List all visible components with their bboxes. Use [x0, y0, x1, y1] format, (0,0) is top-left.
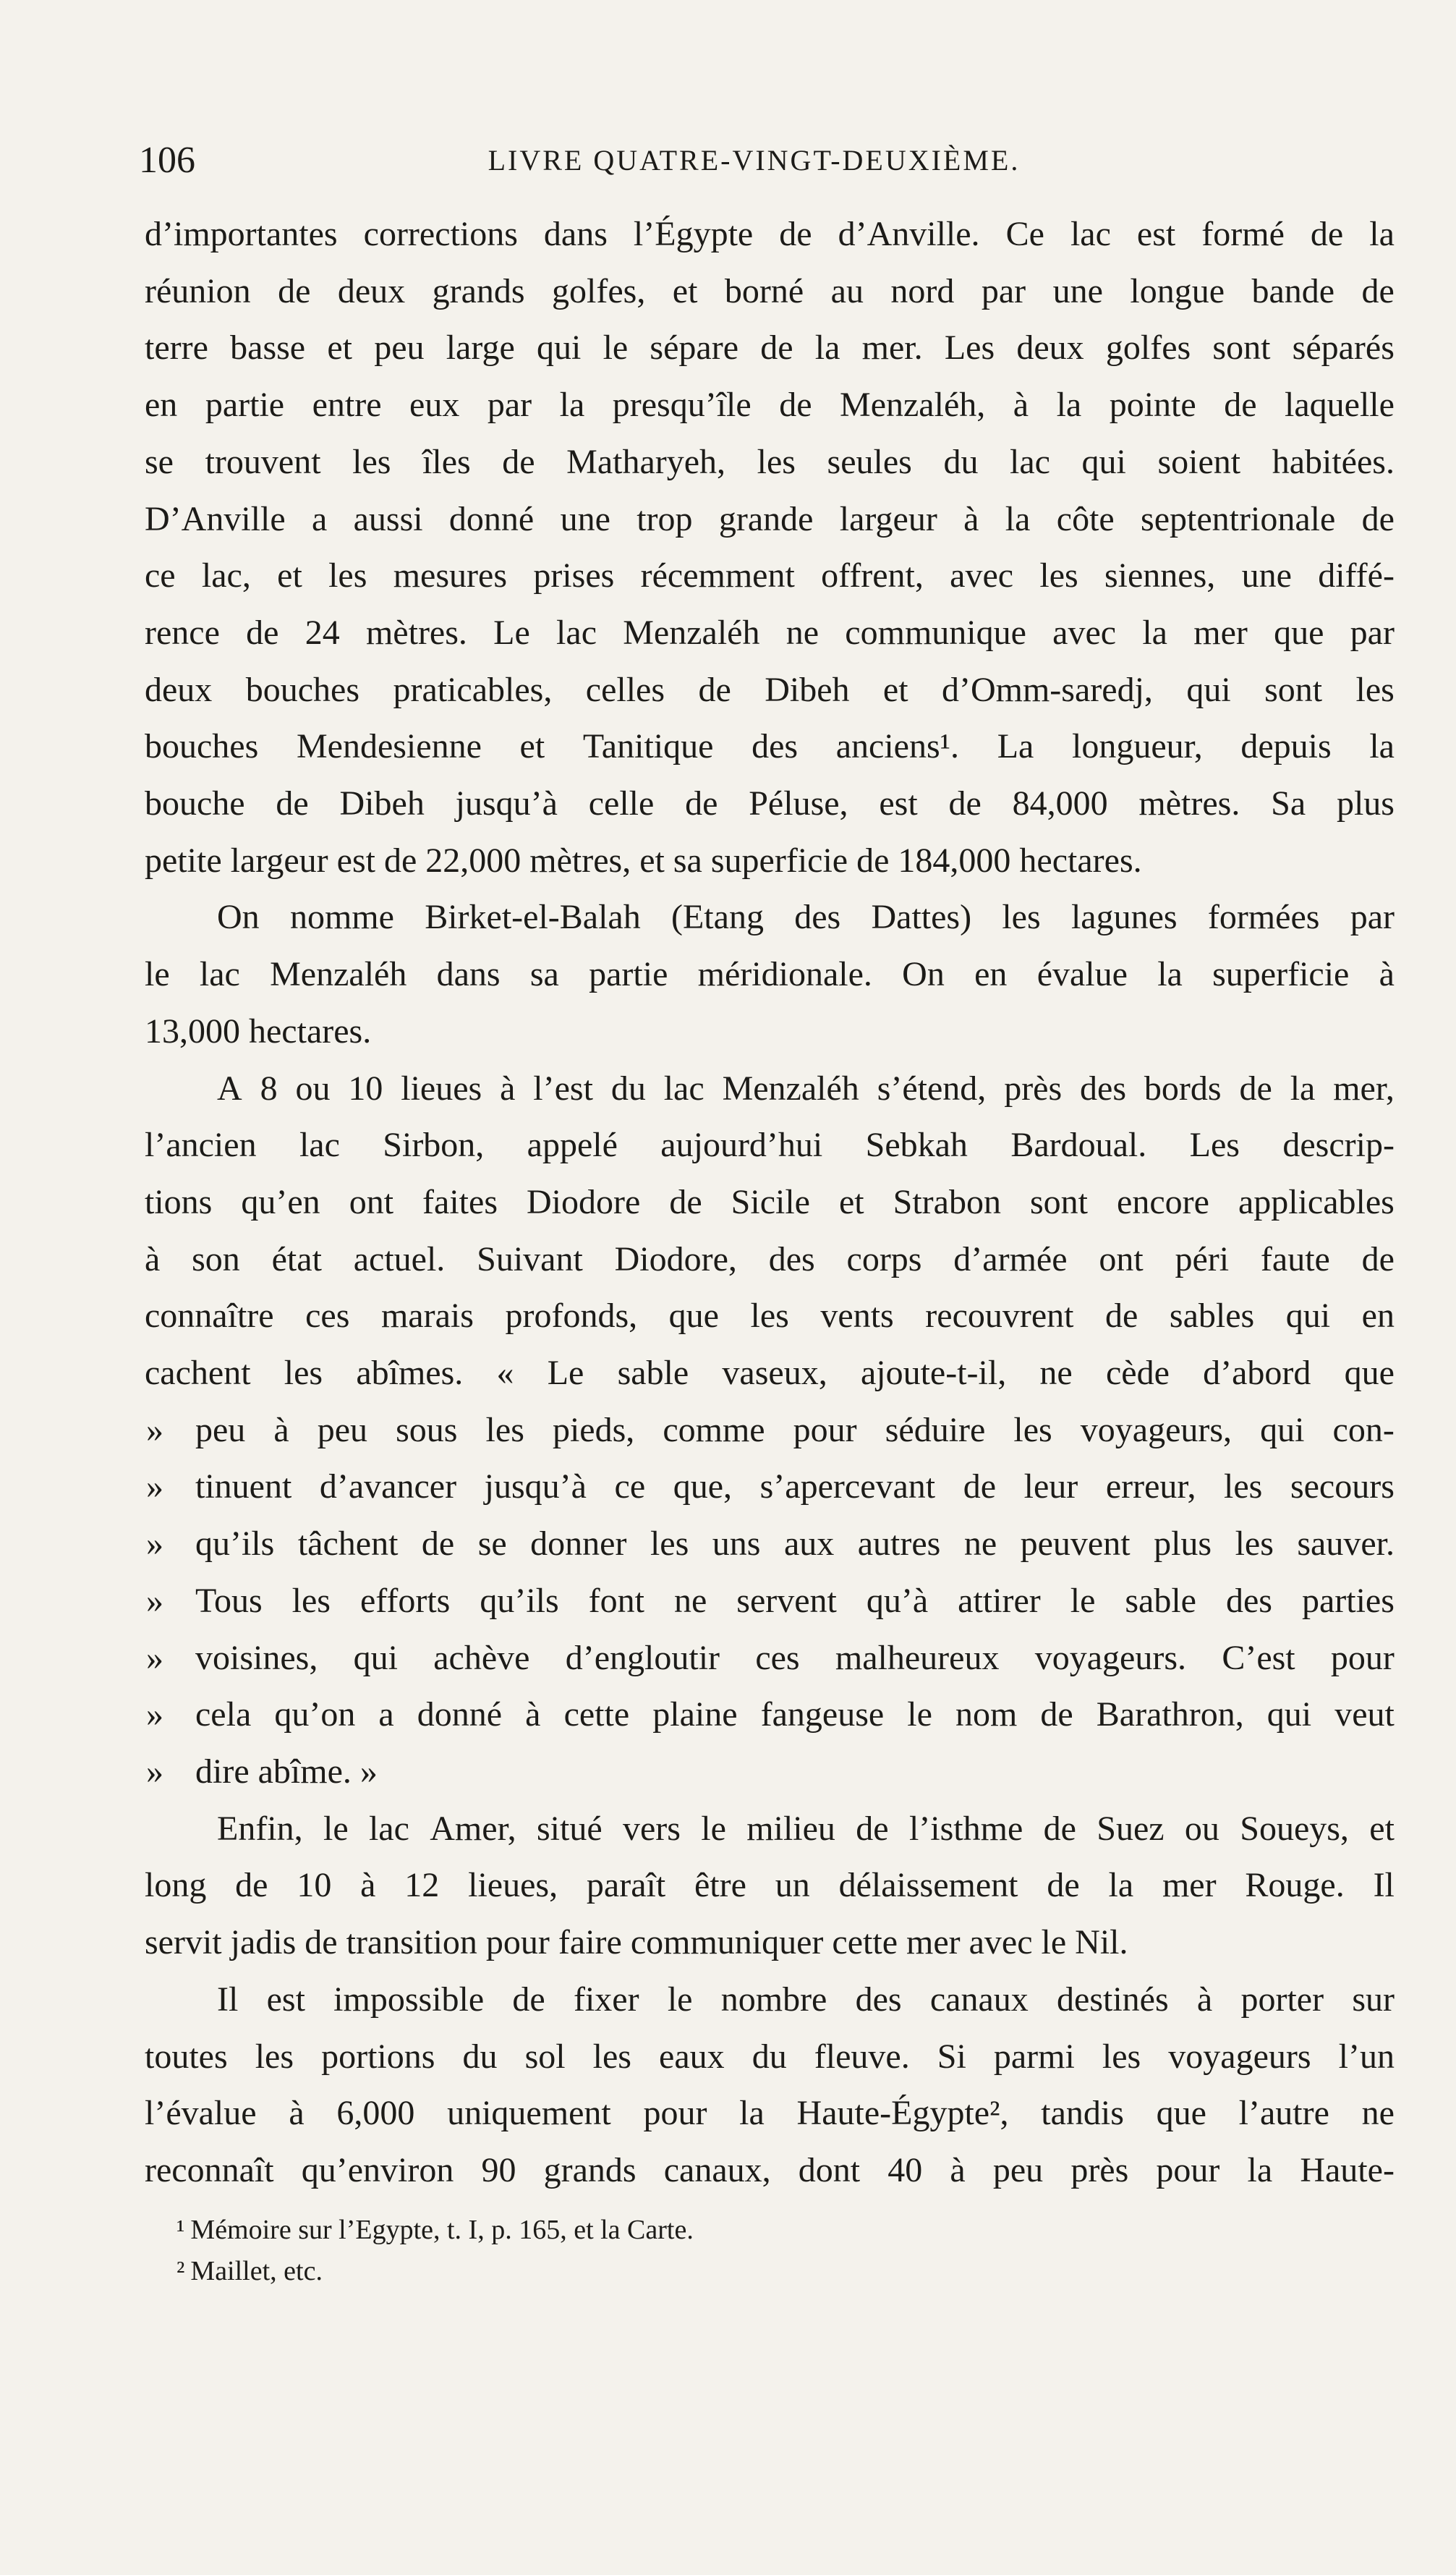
- line-text: rence de 24 mètres. Le lac Menzaléh ne communique avec la mer que par: [145, 613, 1395, 652]
- text-line: [145, 718, 1395, 776]
- text-line: [145, 1004, 1395, 1061]
- line-text: A 8 ou 10 lieues à l’est du lac Menzaléh s’étend, près des bords de la mer,: [217, 1069, 1395, 1108]
- text-line: [145, 889, 1395, 946]
- quote-mark: »: [146, 1524, 163, 1564]
- footnote-text: Mémoire sur l’Egypte, t. I, p. 165, et la Carte.: [190, 2215, 694, 2245]
- line-text: tinuent d’avancer jusqu’à ce que, s’apercevant de leur erreur, les secours: [195, 1467, 1395, 1506]
- text-line: [145, 1573, 1395, 1630]
- text-line: [145, 776, 1395, 833]
- text-line: [145, 320, 1395, 377]
- footnote-marker: ¹: [176, 2215, 185, 2245]
- line-text: 13,000 hectares.: [145, 1011, 372, 1051]
- text-line: [145, 946, 1395, 1004]
- text-line: [145, 1687, 1395, 1744]
- quote-mark: »: [146, 1467, 163, 1506]
- line-text: D’Anville a aussi donné une trop grande largeur à la côte septentrionale de: [145, 499, 1395, 538]
- line-text: long de 10 à 12 lieues, paraît être un délaissement de la mer Rouge. Il: [145, 1866, 1395, 1905]
- text-line: [145, 2029, 1395, 2086]
- text-line: [145, 1914, 1395, 1972]
- line-text: bouches Mendesienne et Tanitique des anciens¹. La longueur, depuis la: [145, 727, 1395, 766]
- text-line: [145, 434, 1395, 491]
- line-text: se trouvent les îles de Matharyeh, les seules du lac qui soient habitées.: [145, 442, 1395, 481]
- footnotes: [176, 2210, 1334, 2292]
- page-header: [139, 135, 1369, 187]
- line-text: bouche de Dibeh jusqu’à celle de Péluse, est de 84,000 mètres. Sa plus: [145, 784, 1395, 823]
- line-text: l’évalue à 6,000 uniquement pour la Haute-Égypte², tandis que l’autre ne: [145, 2094, 1395, 2133]
- text-line: [145, 1972, 1395, 2029]
- line-text: qu’ils tâchent de se donner les uns aux autres ne peuvent plus les sauver.: [195, 1524, 1395, 1564]
- text-line: [145, 548, 1395, 605]
- text-line: [145, 2142, 1395, 2199]
- text-line: [145, 1117, 1395, 1174]
- line-text: petite largeur est de 22,000 mètres, et sa superficie de 184,000 hectares.: [145, 841, 1142, 880]
- text-line: [145, 1459, 1395, 1516]
- line-text: Tous les efforts qu’ils font ne servent qu’à attirer le sable des parties: [195, 1581, 1395, 1620]
- quote-mark: »: [146, 1581, 163, 1620]
- line-text: On nomme Birket-el-Balah (Etang des Dattes) les lagunes formées par: [217, 898, 1395, 937]
- text-line: [145, 833, 1395, 890]
- line-text: tions qu’en ont faites Diodore de Sicile et Strabon sont encore applicables: [145, 1182, 1395, 1221]
- quote-mark: »: [146, 1695, 163, 1734]
- line-text: Il est impossible de fixer le nombre des canaux destinés à porter sur: [217, 1980, 1395, 2019]
- text-line: [145, 1801, 1395, 1858]
- text-line: [145, 377, 1395, 434]
- text-line: [145, 1857, 1395, 1914]
- text-line: [145, 1061, 1395, 1118]
- line-text: cachent les abîmes. « Le sable vaseux, ajoute-t-il, ne cède d’abord que: [145, 1354, 1395, 1393]
- line-text: réunion de deux grands golfes, et borné au nord par une longue bande de: [145, 271, 1395, 310]
- line-text: toutes les portions du sol les eaux du fleuve. Si parmi les voyageurs l’un: [145, 2037, 1395, 2076]
- body-text: [145, 206, 1395, 2199]
- line-text: dire abîme. »: [195, 1752, 378, 1791]
- quote-mark: »: [146, 1752, 163, 1791]
- page-number: 106: [139, 140, 195, 181]
- line-text: servit jadis de transition pour faire communiquer cette mer avec le Nil.: [145, 1923, 1128, 1962]
- line-text: en partie entre eux par la presqu’île de Menzaléh, à la pointe de laquelle: [145, 386, 1395, 425]
- text-line: [145, 605, 1395, 662]
- line-text: d’importantes corrections dans l’Égypte de d’Anville. Ce lac est formé de la: [145, 215, 1395, 253]
- running-title: LIVRE QUATRE-VINGT-DEUXIÈME.: [488, 144, 1021, 177]
- line-text: connaître ces marais profonds, que les vents recouvrent de sables qui en: [145, 1297, 1395, 1336]
- footnote-text: Maillet, etc.: [190, 2256, 323, 2286]
- line-text: peu à peu sous les pieds, comme pour séduire les voyageurs, qui con-: [195, 1410, 1395, 1449]
- text-line: [145, 1744, 1395, 1801]
- quote-mark: »: [146, 1410, 163, 1449]
- line-text: Enfin, le lac Amer, situé vers le milieu de l’isthme de Suez ou Soueys, et: [217, 1809, 1395, 1848]
- text-line: [145, 1288, 1395, 1345]
- line-text: à son état actuel. Suivant Diodore, des corps d’armée ont péri faute de: [145, 1239, 1395, 1278]
- line-text: terre basse et peu large qui le sépare de la mer. Les deux golfes sont séparés: [145, 328, 1395, 368]
- quote-mark: »: [146, 1638, 163, 1677]
- text-line: [145, 1516, 1395, 1573]
- line-text: cela qu’on a donné à cette plaine fangeuse le nom de Barathron, qui veut: [195, 1695, 1395, 1734]
- line-text: ce lac, et les mesures prises récemment offrent, avec les siennes, une diffé-: [145, 556, 1395, 595]
- text-line: [145, 1402, 1395, 1459]
- footnote: [176, 2251, 1334, 2292]
- text-line: [145, 1345, 1395, 1402]
- text-line: [145, 1630, 1395, 1687]
- line-text: deux bouches praticables, celles de Dibeh et d’Omm-saredj, qui sont les: [145, 670, 1395, 709]
- text-line: [145, 1231, 1395, 1289]
- footnote: [176, 2210, 1334, 2251]
- text-line: [145, 263, 1395, 321]
- line-text: l’ancien lac Sirbon, appelé aujourd’hui Sebkah Bardoual. Les descrip-: [145, 1126, 1395, 1165]
- line-text: voisines, qui achève d’engloutir ces malheureux voyageurs. C’est pour: [195, 1638, 1395, 1677]
- footnote-marker: ²: [176, 2256, 185, 2286]
- line-text: le lac Menzaléh dans sa partie méridionale. On en évalue la superficie à: [145, 955, 1395, 994]
- line-text: reconnaît qu’environ 90 grands canaux, dont 40 à peu près pour la Haute-: [145, 2150, 1395, 2189]
- text-line: [145, 2085, 1395, 2142]
- text-line: [145, 206, 1395, 263]
- text-line: [145, 662, 1395, 719]
- text-line: [145, 1174, 1395, 1231]
- text-line: [145, 491, 1395, 548]
